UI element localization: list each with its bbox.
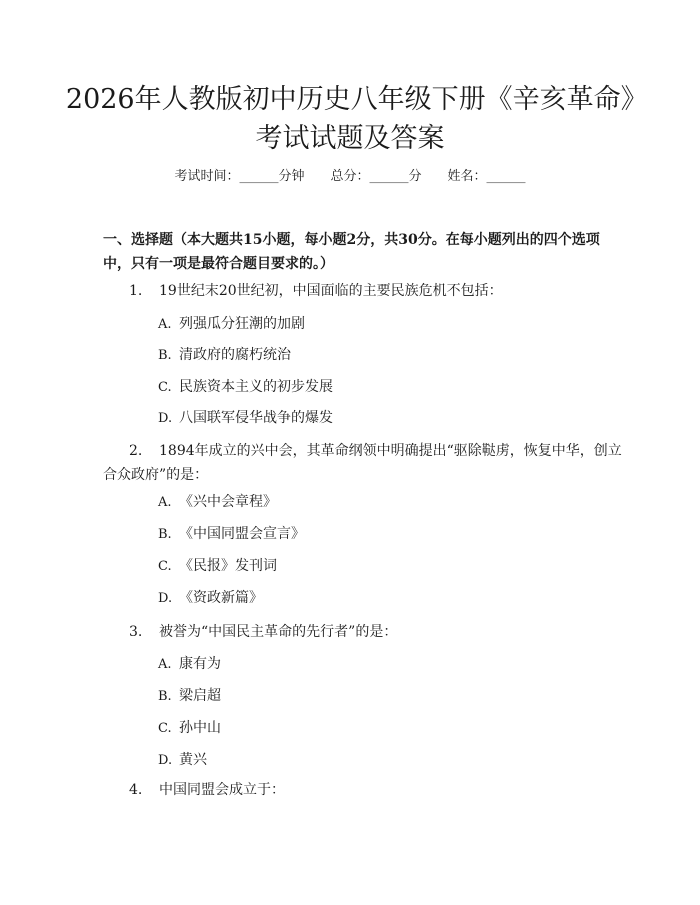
option-label: B. <box>158 689 172 704</box>
question-3-option-a <box>158 654 618 675</box>
option-text: 《中国同盟会宣言》 <box>179 526 305 542</box>
option-label: C. <box>158 559 172 574</box>
exam-name: 姓名：______ <box>447 169 526 184</box>
question-1-option-d <box>158 408 618 429</box>
question-2-option-a <box>158 492 618 513</box>
option-text: 黄兴 <box>179 752 207 768</box>
question-4 <box>103 778 623 802</box>
option-text: 列强瓜分狂潮的加剧 <box>179 316 305 332</box>
option-label: B. <box>158 348 172 363</box>
question-1-option-a <box>158 314 618 335</box>
option-label: C. <box>158 380 172 395</box>
option-text: 孙中山 <box>179 720 221 736</box>
question-text: 1894年成立的兴中会，其革命纲领中明确提出“驱除鞑虏，恢复中华，创立合众政府”的是： <box>103 443 622 483</box>
option-label: D. <box>158 411 173 426</box>
option-label: B. <box>158 527 172 542</box>
question-3 <box>103 620 623 644</box>
question-number: 1. <box>129 283 143 299</box>
option-label: A. <box>158 317 172 332</box>
question-text: 19世纪末20世纪初，中国面临的主要民族危机不包括： <box>159 283 503 299</box>
question-text: 中国同盟会成立于： <box>159 782 285 798</box>
page-title: 2026年人教版初中历史八年级下册《辛亥革命》考试试题及答案 <box>65 84 635 154</box>
question-3-option-b <box>158 686 618 707</box>
option-text: 八国联军侵华战争的爆发 <box>179 410 333 426</box>
question-3-option-d <box>158 750 618 771</box>
section-heading: 一、选择题（本大题共15小题，每小题2分，共30分。在每小题列出的四个选项中，只有一项是最符合题目要求的。） <box>103 232 600 272</box>
option-text: 《民报》发刊词 <box>179 558 277 574</box>
exam-time: 考试时间：______分钟 <box>174 169 305 184</box>
question-number: 3. <box>129 624 143 640</box>
option-text: 《资政新篇》 <box>179 590 263 606</box>
question-2-option-d <box>158 588 618 609</box>
option-label: D. <box>158 753 173 768</box>
question-text: 被誉为“中国民主革命的先行者”的是： <box>159 624 398 640</box>
question-1 <box>103 279 623 303</box>
question-1-option-b <box>158 345 618 366</box>
option-text: 清政府的腐朽统治 <box>179 347 291 363</box>
option-text: 《兴中会章程》 <box>179 494 277 510</box>
option-label: A. <box>158 657 172 672</box>
option-label: A. <box>158 495 172 510</box>
option-text: 康有为 <box>179 656 221 672</box>
option-label: C. <box>158 721 172 736</box>
exam-score: 总分：______分 <box>330 169 422 184</box>
option-label: D. <box>158 591 173 606</box>
question-number: 2. <box>129 443 143 459</box>
question-number: 4. <box>129 782 143 798</box>
question-2-option-c <box>158 556 618 577</box>
option-text: 梁启超 <box>179 688 221 704</box>
question-3-option-c <box>158 718 618 739</box>
question-1-option-c <box>158 377 618 398</box>
exam-meta <box>0 168 700 186</box>
question-2-option-b <box>158 524 618 545</box>
question-2 <box>103 439 623 487</box>
option-text: 民族资本主义的初步发展 <box>179 379 333 395</box>
